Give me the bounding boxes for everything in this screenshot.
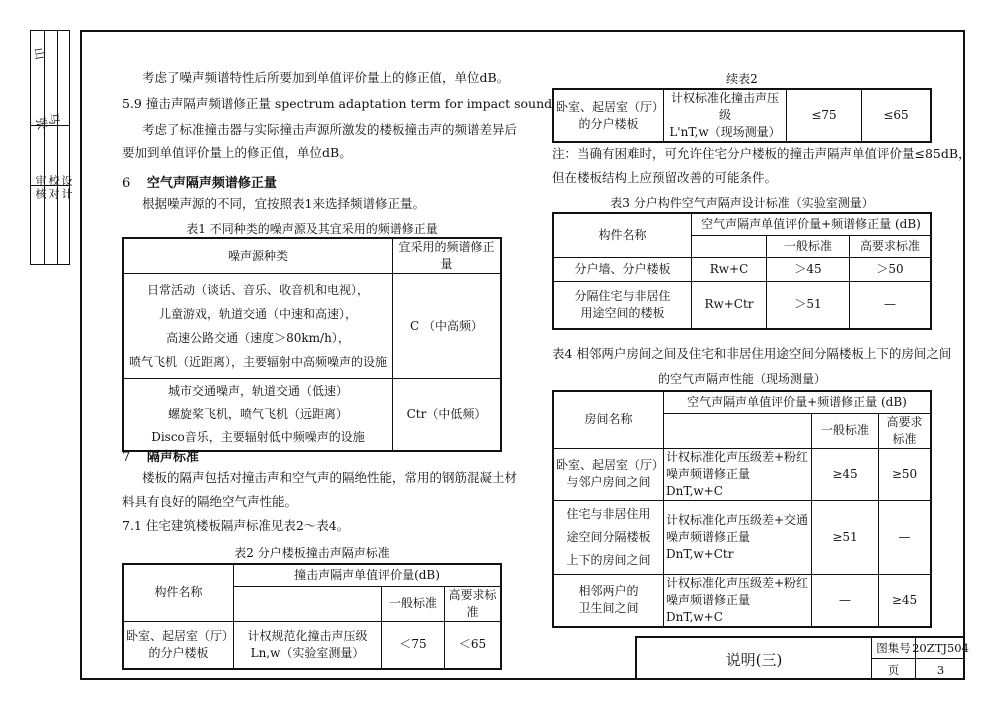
cell-line: 儿童游戏，轨道交通（中速和高速）， [158,307,357,321]
binding-margin [30,30,70,265]
cell-line: 计权标准化撞击声压级 [670,91,779,122]
table-cell: ＜65 [445,621,502,669]
table-header: 空气声隔声单值评价量+频谱修正量 (dB) [692,213,932,235]
cell-line: 分隔住宅与非居住 [574,288,671,303]
table-cell: Rw+C [692,257,767,281]
table-cell: 分户墙、分户楼板 [553,257,692,281]
table-cell: ≥45 [812,448,879,500]
table-cell [664,574,812,627]
table3-caption: 表3 分户构件空气声隔声设计标准（实验室测量） [610,196,874,210]
table-blank [664,413,812,448]
cell-line: 的分户楼板 [148,645,209,660]
section-number: 7 [122,450,131,465]
table2 [122,563,502,670]
table-header: 空气声隔声单值评价量+频谱修正量 (dB) [664,391,932,413]
table-subheader: 高要求标准 [850,235,932,257]
margin-label-review: 审核 [34,175,47,201]
cell-line: 住宅与非居住用 [566,506,651,521]
clause-7-1: 7.1 住宅建筑楼板隔声标准见表2～表4。 [122,518,350,533]
table-subheader: 一般标准 [812,413,879,448]
table-cell: ＞45 [767,257,850,281]
margin-label-design: 设计 [60,175,73,201]
cell-line: 上下的房间之间 [566,552,651,567]
table-cell [123,379,393,451]
note: 但在楼板结构上应预留改善的可能条件。 [552,170,778,185]
table-cell [123,621,234,669]
paragraph: 考虑了噪声频谱特性后所要加到单值评价量上的修正值，单位dB。 [142,70,510,85]
table2-continued-caption: 续表2 [726,72,758,86]
table-cell: ＞51 [767,281,850,329]
title-block [635,636,969,680]
table-header: 宜采用的频谱修正量 [393,238,502,274]
margin-label-check: 校对 [47,175,60,201]
cell-line: 城市交通噪声，轨道交通（低速） [167,383,348,398]
paragraph: 要加到单值评价量上的修正值，单位dB。 [122,145,352,160]
table-cell [234,621,382,669]
table-cell [664,500,812,574]
section-heading-7 [122,446,199,465]
cell-line: 日常活动（谈话、音乐、收音机和电视）， [146,283,369,297]
table-cell: ＞50 [850,257,932,281]
table2-continued [552,88,932,143]
table4-caption: 的空气声隔声性能（现场测量） [657,372,826,386]
cell-line: L'nT,w（现场测量） [669,125,781,139]
cell-line: 用途空间的楼板 [580,305,665,320]
table-cell: — [812,574,879,627]
cell-line: 噪声频谱修正量 DnT,w+C [666,466,751,498]
table-cell: ≥45 [879,574,932,627]
table-header: 构件名称 [553,213,692,257]
table2-caption: 表2 分户楼板撞击声隔声标准 [234,546,390,560]
paragraph: 考虑了标准撞击器与实际撞击声源所激发的楼板撞击声的频谱差异后 [142,122,518,137]
table-cell: C （中高频） [393,274,502,379]
note: 注：当确有困难时，可允许住宅分户楼板的撞击声隔声单值评价量≤85dB， [552,146,971,161]
table-cell: ＜75 [382,621,445,669]
cell-line: 卧室、起居室（厅） [556,458,665,472]
cell-line: 喷气飞机（近距离），主要辐射中高频噪声的设施 [128,355,387,369]
table-cell [553,89,664,142]
cell-line: 计权规范化撞击声压级 [247,628,368,643]
cell-line: Disco音乐，主要辐射低中频噪声的设施 [151,429,365,444]
table-subheader: 一般标准 [767,235,850,257]
cell-line: 相邻两户的 [578,584,639,598]
table-blank [692,235,767,257]
table-header: 房间名称 [553,391,664,448]
signature-name: 张 [33,116,50,131]
cell-line: 卧室、起居室（厅） [556,99,665,114]
page-label: 页 [872,659,916,680]
cell-line: 计权标准化声压级差+交通 [666,512,809,527]
cell-line: 高速公路交通（速度＞80km/h）， [166,331,350,345]
drawing-title: 说明(三) [637,638,872,680]
section-number: 6 [122,176,131,191]
table-cell [664,89,787,142]
table3 [552,212,932,330]
cell-line: 途空间分隔楼板 [566,529,651,544]
paragraph: 楼板的隔声包括对撞击声和空气声的隔绝性能，常用的钢筋混凝土材 [142,470,518,485]
section-title: 隔声标准 [146,450,199,465]
table-cell: ≤75 [787,89,862,142]
table-cell [553,281,692,329]
page-number: 3 [936,662,945,677]
paragraph: 料具有良好的隔绝空气声性能。 [122,494,298,509]
table1 [122,237,502,452]
section-heading-6 [122,172,277,191]
cell-line: 噪声频谱修正量 DnT,w+Ctr [666,529,751,561]
cell-line: 与邻户房间之间 [566,475,651,489]
cell-line: 噪声频谱修正量 DnT,w+C [666,592,751,624]
table-header: 撞击声隔声单值评价量(dB) [234,564,502,586]
table-cell: ≥51 [812,500,879,574]
paragraph: 根据噪声源的不同，宜按照表1来选择频谱修正量。 [142,196,425,211]
table-blank [234,586,382,621]
table-cell [553,448,664,500]
table-cell [553,500,664,574]
signature-name: 山 [31,46,48,61]
table-cell: ≤65 [862,89,932,142]
cell-line: Ln,w（实验室测量） [250,645,365,660]
cell-line: 卫生间之间 [578,601,639,615]
table-subheader: 高要求标准 [879,413,932,448]
table-cell [664,448,812,500]
table-cell: — [879,500,932,574]
table-subheader: 高要求标准 [445,586,502,621]
cell-line: 计权标准化声压级差+粉红 [666,449,809,464]
table-cell: Rw+Ctr [692,281,767,329]
table-cell [123,274,393,379]
table1-caption: 表1 不同种类的噪声源及其宜采用的频谱修正量 [186,222,438,236]
cell-line: 螺旋桨飞机，喷气飞机（远距离） [167,406,348,421]
table-subheader: 一般标准 [382,586,445,621]
section-title: 空气声隔声频谱修正量 [146,176,277,191]
table-cell: — [850,281,932,329]
table-cell [553,574,664,627]
cell-line: 的分户楼板 [578,116,639,131]
atlas-number-label: 图集号 [872,638,916,659]
table-cell: ≥50 [879,448,932,500]
table4 [552,390,932,628]
signature-name: 马 [45,111,62,126]
table-cell: Ctr（中低频） [393,379,502,451]
atlas-number: 20ZTJ504 [916,638,965,659]
table4-caption: 表4 相邻两户房间之间及住宅和非居住用途空间分隔楼板上下的房间之间 [552,346,952,361]
table-header: 构件名称 [123,564,234,621]
table-header: 噪声源种类 [123,238,393,274]
clause-5-9: 5.9 撞击声隔声频谱修正量 spectrum adaptation term for impact sound [122,96,553,111]
cell-line: 卧室、起居室（厅） [126,628,235,643]
margin-cell [31,31,69,126]
cell-line: 计权标准化声压级差+粉红 [666,575,809,590]
